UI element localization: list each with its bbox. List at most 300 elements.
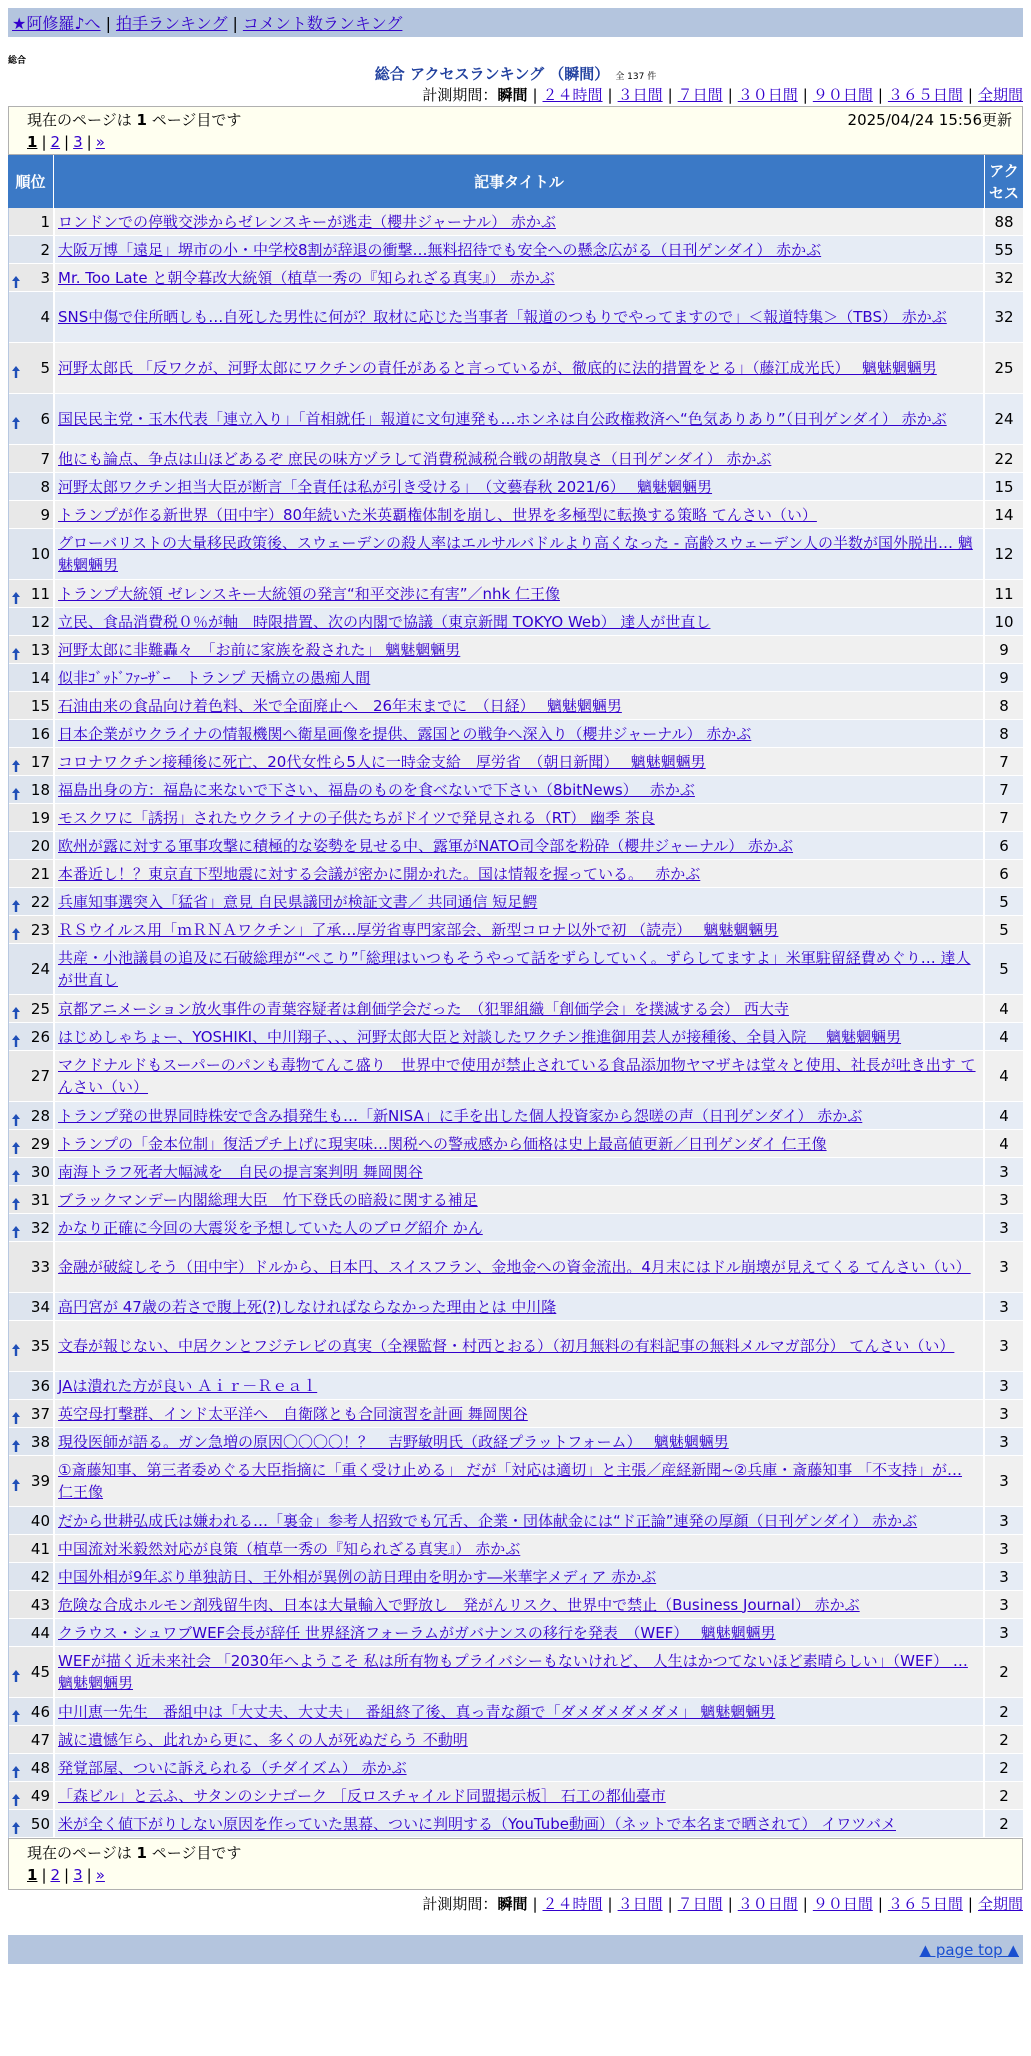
- pager-separator: |: [41, 133, 47, 151]
- table-row: [9, 1591, 1023, 1619]
- article-link[interactable]: 兵庫知事選突入「猛省」意見 自民県議団が検証文書／ 共同通信 短足鰐: [58, 892, 538, 911]
- title-cell: [55, 1158, 985, 1185]
- access-count: 3: [985, 1563, 1023, 1590]
- rank-cell: [9, 720, 55, 747]
- rank-cell: [9, 636, 55, 663]
- rank-cell: [9, 804, 55, 831]
- title-cell: [55, 692, 985, 719]
- rank-cell: [9, 1102, 55, 1129]
- title-cell: [55, 1591, 985, 1618]
- rank-number: 23: [30, 920, 50, 939]
- article-link[interactable]: 他にも論点、争点は山ほどあるぞ 庶民の味方ヅラして消費税減税合戦の胡散臭さ（日刊ゲンダイ） 赤かぶ: [58, 449, 772, 468]
- period-option-link[interactable]: ２４時間: [542, 86, 603, 104]
- period-option-link[interactable]: ３６５日間: [887, 86, 963, 104]
- table-row: [9, 748, 1023, 776]
- page-title-row: [8, 64, 1023, 84]
- article-link[interactable]: 欧州が露に対する軍事攻撃に積極的な姿勢を見せる中、露軍がNATO司令部を粉砕（櫻井ジャーナル） 赤かぶ: [58, 836, 794, 855]
- period-option-link[interactable]: ３日間: [617, 86, 663, 104]
- access-count: 2: [985, 1698, 1023, 1725]
- access-count: 3: [985, 1535, 1023, 1562]
- ranking-table-body: [8, 208, 1023, 1838]
- article-link[interactable]: クラウス・シュワブWEF会長が辞任 世界経済フォーラムがガバナンスの移行を発表 （WEF） 魑魅魍魎男: [58, 1623, 776, 1642]
- period-current: 瞬間: [497, 1895, 528, 1913]
- rank-up-icon: [12, 1706, 20, 1718]
- period-separator: |: [532, 1895, 538, 1913]
- period-option-link[interactable]: ９０日間: [812, 1895, 873, 1913]
- table-row: [9, 832, 1023, 860]
- table-header: [8, 155, 1023, 208]
- article-link[interactable]: 似非ｺﾞｯﾄﾞﾌｧｰｻﾞｰ トランプ 天橋立の愚痴人間: [58, 668, 371, 687]
- title-cell: [55, 343, 985, 393]
- access-count: 3: [985, 1242, 1023, 1292]
- rank-number: 3: [40, 268, 50, 287]
- article-link[interactable]: だから世耕弘成氏は嫌われる…「裏金」参考人招致でも冗舌、企業・団体献金には“ド正論”連発の厚顔（日刊ゲンダイ） 赤かぶ: [58, 1511, 918, 1530]
- period-separator: |: [877, 86, 883, 104]
- pager-separator: |: [41, 1866, 47, 1884]
- table-row: [9, 944, 1023, 995]
- pager-current: 1: [27, 1866, 38, 1884]
- rank-cell: [9, 608, 55, 635]
- article-link[interactable]: トランプ大統領 ゼレンスキー大統領の発言“和平交渉に有害”／nhk 仁王像: [58, 584, 560, 603]
- rank-up-icon: [12, 413, 20, 425]
- section-label: 総合: [8, 56, 27, 66]
- title-cell: [55, 916, 985, 943]
- rank-up-icon: [12, 1436, 20, 1448]
- article-link[interactable]: 中国外相が9年ぶり単独訪日、王外相が異例の訪日理由を明かす―米華字メディア 赤かぶ: [58, 1567, 657, 1586]
- rank-up-icon: [12, 896, 20, 908]
- access-count: 4: [985, 1130, 1023, 1157]
- nav-separator: |: [232, 14, 238, 33]
- article-link[interactable]: 誠に遺憾乍ら、此れから更に、多くの人が死ぬだらう 不動明: [58, 1730, 468, 1749]
- rank-up-icon: [12, 1408, 20, 1420]
- pager-page-link[interactable]: 2: [50, 1866, 61, 1884]
- title-cell: [55, 1130, 985, 1157]
- rank-number: 40: [30, 1511, 50, 1530]
- article-link[interactable]: トランプが作る新世界（田中宇）80年続いた米英覇権体制を崩し、世界を多極型に転換する策略 てんさい（い）: [58, 505, 817, 524]
- period-separator: |: [802, 1895, 808, 1913]
- access-count: 2: [985, 1782, 1023, 1809]
- title-cell: [55, 236, 985, 263]
- page-top-link[interactable]: ▲ page top ▲: [919, 1941, 1019, 1959]
- access-count: 5: [985, 944, 1023, 994]
- pager-separator: |: [86, 1866, 92, 1884]
- access-count: 3: [985, 1507, 1023, 1534]
- rank-cell: [9, 692, 55, 719]
- article-link[interactable]: 文春が報じない、中居クンとフジテレビの真実（全裸監督・村西とおる）（初月無料の有料記事の無料メルマガ部分） てんさい（い）: [58, 1337, 955, 1355]
- rank-number: 4: [40, 308, 50, 326]
- access-count: 3: [985, 1591, 1023, 1618]
- period-separator: |: [667, 86, 673, 104]
- rank-number: 6: [40, 410, 50, 428]
- article-link[interactable]: 京都アニメーション放火事件の青葉容疑者は創価学会だった （犯罪組織「創価学会」を撲滅する会） 西大寺: [58, 999, 789, 1018]
- article-link[interactable]: 高円宮が 47歳の若さで腹上死(?)しなければならなかった理由とは 中川隆: [58, 1297, 557, 1316]
- rank-number: 15: [30, 696, 50, 715]
- table-row: [9, 1810, 1023, 1838]
- access-count: 4: [985, 1051, 1023, 1101]
- rank-number: 46: [30, 1702, 50, 1721]
- access-count: 3: [985, 1619, 1023, 1646]
- table-row: [9, 1186, 1023, 1214]
- table-row: [9, 888, 1023, 916]
- period-option-link[interactable]: ７日間: [677, 86, 723, 104]
- article-link[interactable]: JAは潰れた方が良い Ａｉｒ－Ｒｅａｌ: [58, 1376, 318, 1395]
- pager-page-link[interactable]: 2: [50, 133, 61, 151]
- period-option-link[interactable]: ３日間: [617, 1895, 663, 1913]
- article-link[interactable]: SNS中傷で住所晒しも…自死した男性に何が？取材に応じた当事者「報道のつもりでやってますので」＜報道特集＞（TBS） 赤かぶ: [58, 308, 947, 326]
- access-count: 2: [985, 1647, 1023, 1697]
- rank-cell: [9, 529, 55, 579]
- article-link[interactable]: 共産・小池議員の追及に石破総理が“ぺこり”「総理はいつもそうやって話をずらしていく。ずらしてますよ」米軍駐留経費めぐり… 達人が世直し: [58, 949, 971, 989]
- pager-next-link[interactable]: »: [95, 1866, 105, 1884]
- rank-number: 12: [30, 612, 50, 631]
- rank-number: 28: [30, 1106, 50, 1125]
- article-link[interactable]: 米が全く値下がりしない原因を作っていた黒幕、ついに判明する（YouTube動画）（ネットで本名まで晒されて） イワツバメ: [58, 1814, 896, 1833]
- period-option-link[interactable]: ７日間: [677, 1895, 723, 1913]
- rank-cell: [9, 264, 55, 291]
- access-count: 3: [985, 1372, 1023, 1399]
- article-link[interactable]: かなり正確に今回の大震災を予想していた人のブログ紹介 かん: [58, 1218, 483, 1237]
- table-row: [9, 1321, 1023, 1372]
- rank-number: 9: [40, 505, 50, 524]
- article-link[interactable]: 日本企業がウクライナの情報機関へ衛星画像を提供、露国との戦争へ深入り（櫻井ジャーナル） 赤かぶ: [58, 724, 752, 743]
- rank-up-icon: [12, 588, 20, 600]
- table-row: [9, 1372, 1023, 1400]
- article-link[interactable]: 南海トラフ死者大幅減を 自民の提言案判明 舞岡関谷: [58, 1162, 423, 1181]
- table-row: [9, 501, 1023, 529]
- rank-number: 39: [30, 1472, 50, 1490]
- title-cell: [55, 1507, 985, 1534]
- period-option-link[interactable]: ２４時間: [542, 1895, 603, 1913]
- rank-number: 34: [30, 1297, 50, 1316]
- period-separator: |: [607, 1895, 613, 1913]
- rank-cell: [9, 445, 55, 472]
- rank-up-icon: [12, 1818, 20, 1830]
- access-count: 32: [985, 292, 1023, 342]
- access-count: 14: [985, 501, 1023, 528]
- rank-cell: [9, 832, 55, 859]
- rank-number: 2: [40, 240, 50, 259]
- rank-up-icon: [12, 1166, 20, 1178]
- table-row: [9, 860, 1023, 888]
- access-count: 7: [985, 776, 1023, 803]
- rank-cell: [9, 860, 55, 887]
- access-count: 15: [985, 473, 1023, 500]
- title-cell: [55, 995, 985, 1022]
- article-link[interactable]: 「森ビル」と云ふ、サタンのシナゴーク ［反ロスチャイルド同盟掲示板］ 石工の都仙臺市: [58, 1786, 666, 1805]
- article-link[interactable]: コロナワクチン接種後に死亡、20代女性ら5人に一時金支給 厚労省 （朝日新聞） 魑魅魍魎男: [58, 752, 706, 771]
- table-row: [9, 394, 1023, 445]
- title-cell: [55, 1698, 985, 1725]
- title-cell: [55, 1023, 985, 1050]
- article-link[interactable]: WEFが描く近未来社会 「2030年へようこそ 私は所有物もプライバシーもないけれど、 人生はかつてないほど素晴らしい」（WEF） … 魑魅魍魎男: [58, 1652, 968, 1692]
- rank-cell: [9, 292, 55, 342]
- title-cell: [55, 394, 985, 444]
- title-header: 記事タイトル: [54, 155, 985, 208]
- article-link[interactable]: 国民民主党・玉木代表「連立入り」「首相就任」報道に文句連発も…ホンネは自公政権救済へ“色気ありあり”（日刊ゲンダイ） 赤かぶ: [58, 410, 947, 428]
- rank-cell: [9, 1698, 55, 1725]
- pager-separator: |: [86, 133, 92, 151]
- rank-cell: [9, 1810, 55, 1837]
- period-separator: |: [967, 86, 973, 104]
- article-link[interactable]: 立民、食品消費税０％が軸 時限措置、次の内閣で協議（東京新聞 TOKYO Web） 達人が世直し: [58, 612, 711, 631]
- rank-up-icon: [12, 1222, 20, 1234]
- rank-number: 41: [30, 1539, 50, 1558]
- table-row: [9, 664, 1023, 692]
- table-row: [9, 1400, 1023, 1428]
- home-link[interactable]: ★阿修羅♪へ: [12, 14, 101, 33]
- article-link[interactable]: はじめしゃちょー、YOSHIKI、中川翔子、、、河野太郎大臣と対談したワクチン推進御用芸人が接種後、全員入院 魑魅魍魎男: [58, 1027, 902, 1046]
- rank-up-icon: [12, 644, 20, 656]
- title-cell: [55, 1782, 985, 1809]
- table-row: [9, 720, 1023, 748]
- rank-cell: [9, 1293, 55, 1320]
- rank-cell: [9, 473, 55, 500]
- period-separator: |: [802, 86, 808, 104]
- rank-cell: [9, 580, 55, 607]
- title-cell: [55, 1186, 985, 1213]
- period-label: 計測期間：: [422, 86, 498, 104]
- rank-number: 26: [30, 1027, 50, 1046]
- footer-bar: [8, 1935, 1023, 1964]
- rank-up-icon: [12, 1031, 20, 1043]
- period-label: 計測期間：: [422, 1895, 498, 1913]
- title-cell: [55, 445, 985, 472]
- access-count: 7: [985, 748, 1023, 775]
- title-cell: [55, 1214, 985, 1241]
- table-row: [9, 1293, 1023, 1321]
- period-separator: |: [532, 86, 538, 104]
- article-link[interactable]: 発覚部屋、ついに訴えられる（チダイズム） 赤かぶ: [58, 1758, 407, 1777]
- article-link[interactable]: 金融が破綻しそう（田中宇）ドルから、日本円、スイスフラン、金地金への資金流出。4月末にはドル崩壊が見えてくる てんさい（い）: [58, 1258, 971, 1276]
- rank-number: 8: [40, 477, 50, 496]
- rank-number: 16: [30, 724, 50, 743]
- access-count: 22: [985, 445, 1023, 472]
- rank-up-icon: [12, 1138, 20, 1150]
- rank-cell: [9, 1186, 55, 1213]
- access-count: 3: [985, 1293, 1023, 1320]
- rank-number: 30: [30, 1162, 50, 1181]
- article-link[interactable]: 福島出身の方：福島に来ないで下さい、福島のものを食べないで下さい（8bitNews） 赤かぶ: [58, 780, 695, 799]
- table-row: [9, 1754, 1023, 1782]
- rank-number: 35: [30, 1337, 50, 1355]
- pager-bottom: [27, 1864, 1012, 1886]
- rank-cell: [9, 394, 55, 444]
- table-row: [9, 236, 1023, 264]
- rank-number: 18: [30, 780, 50, 799]
- article-link[interactable]: 石油由来の食品向け着色料、米で全面廃止へ 26年末までに （日経） 魑魅魍魎男: [58, 696, 622, 715]
- rank-number: 22: [30, 892, 50, 911]
- article-link[interactable]: 中川恵一先生 番組中は「大丈夫、大丈夫」 番組終了後、真っ青な顔で「ダメダメダメダメ」 魑魅魍魎男: [58, 1702, 776, 1721]
- period-separator: |: [607, 86, 613, 104]
- rank-number: 50: [30, 1814, 50, 1833]
- title-cell: [55, 776, 985, 803]
- title-cell: [55, 608, 985, 635]
- title-cell: [55, 1754, 985, 1781]
- table-row: [9, 473, 1023, 501]
- rank-cell: [9, 888, 55, 915]
- article-link[interactable]: 河野太郎に非難轟々 「お前に家族を殺された」 魑魅魍魎男: [58, 640, 461, 659]
- access-count: 88: [985, 208, 1023, 235]
- rank-number: 29: [30, 1134, 50, 1153]
- rank-number: 42: [30, 1567, 50, 1586]
- article-link[interactable]: トランプの「金本位制」復活プチ上げに現実味…関税への警戒感から価格は史上最高値更新／日刊ゲンダイ 仁王像: [58, 1134, 827, 1153]
- rank-number: 21: [30, 864, 50, 883]
- pager-next-link[interactable]: »: [95, 133, 105, 151]
- access-count: 24: [985, 394, 1023, 444]
- article-link[interactable]: ①斎藤知事、第三者委めぐる大臣指摘に「重く受け止める」 だが「対応は適切」と主張／産経新聞~②兵庫・斎藤知事 「不支持」が… 仁王像: [58, 1461, 963, 1501]
- rank-cell: [9, 1242, 55, 1292]
- rank-cell: [9, 1428, 55, 1455]
- period-option-link[interactable]: ３０日間: [737, 1895, 798, 1913]
- period-option-link[interactable]: ３６５日間: [887, 1895, 963, 1913]
- rank-cell: [9, 1619, 55, 1646]
- article-link[interactable]: ブラックマンデー内閣総理大臣 竹下登氏の暗殺に関する補足: [58, 1190, 478, 1209]
- title-cell: [55, 1321, 985, 1371]
- access-count: 10: [985, 608, 1023, 635]
- access-count: 32: [985, 264, 1023, 291]
- article-link[interactable]: 河野太郎ワクチン担当大臣が断言「全責任は私が引き受ける」 （文藝春秋 2021/6） 魑魅魍魎男: [58, 477, 713, 496]
- rank-number: 7: [40, 449, 50, 468]
- rank-number: 20: [30, 836, 50, 855]
- table-row: [9, 292, 1023, 343]
- period-separator: |: [877, 1895, 883, 1913]
- article-link[interactable]: 現役医師が語る。ガン急増の原因〇〇〇〇！？ 吉野敏明氏（政経プラットフォーム） 魑魅魍魎男: [58, 1432, 729, 1451]
- rank-cell: [9, 236, 55, 263]
- access-count: 9: [985, 664, 1023, 691]
- table-row: [9, 1214, 1023, 1242]
- comment-ranking-link[interactable]: コメント数ランキング: [242, 14, 403, 33]
- title-cell: [55, 1051, 985, 1101]
- article-link[interactable]: 英空母打撃群、インド太平洋へ 自衛隊とも合同演習を計画 舞岡関谷: [58, 1404, 528, 1423]
- rank-cell: [9, 1507, 55, 1534]
- article-link[interactable]: トランプ発の世界同時株安で含み損発生も…「新NISA」に手を出した個人投資家から怨嗟の声（日刊ゲンダイ） 赤かぶ: [58, 1106, 863, 1125]
- period-option-link[interactable]: ９０日間: [812, 86, 873, 104]
- rank-up-icon: [12, 784, 20, 796]
- period-separator: |: [727, 1895, 733, 1913]
- access-count: 5: [985, 916, 1023, 943]
- rank-cell: [9, 1563, 55, 1590]
- rank-number: 31: [30, 1190, 50, 1209]
- rank-cell: [9, 1591, 55, 1618]
- access-count: 3: [985, 1158, 1023, 1185]
- access-count: 2: [985, 1810, 1023, 1837]
- rank-cell: [9, 1754, 55, 1781]
- rank-up-icon: [12, 756, 20, 768]
- rank-cell: [9, 1400, 55, 1427]
- period-option-link[interactable]: 全期間: [977, 86, 1023, 104]
- access-count: 2: [985, 1754, 1023, 1781]
- access-count: 8: [985, 720, 1023, 747]
- clap-ranking-link[interactable]: 拍手ランキング: [115, 14, 228, 33]
- access-count: 7: [985, 804, 1023, 831]
- table-row: [9, 1535, 1023, 1563]
- table-row: [9, 580, 1023, 608]
- title-cell: [55, 888, 985, 915]
- rank-number: 1: [40, 212, 50, 231]
- table-row: [9, 1507, 1023, 1535]
- table-row: [9, 445, 1023, 473]
- title-cell: [55, 529, 985, 579]
- rank-number: 13: [30, 640, 50, 659]
- article-link[interactable]: モスクワに「誘拐」されたウクライナの子供たちがドイツで発見される（RT） 幽季 茶良: [58, 808, 655, 827]
- table-row: [9, 208, 1023, 236]
- rank-number: 19: [30, 808, 50, 827]
- period-option-link[interactable]: ３０日間: [737, 86, 798, 104]
- rank-number: 36: [30, 1376, 50, 1395]
- rank-up-icon: [12, 1790, 20, 1802]
- access-count: 3: [985, 1214, 1023, 1241]
- rank-cell: [9, 1647, 55, 1697]
- rank-number: 14: [30, 668, 50, 687]
- pager-page-link[interactable]: 3: [73, 133, 83, 151]
- rank-cell: [9, 343, 55, 393]
- page-wrapper: [8, 8, 1023, 1964]
- pager-top: [27, 131, 1012, 153]
- table-row: [9, 776, 1023, 804]
- rank-up-icon: [12, 1762, 20, 1774]
- article-link[interactable]: 中国流対米毅然対応が良策（植草一秀の『知られざる真実』） 赤かぶ: [58, 1539, 521, 1558]
- table-row: [9, 1647, 1023, 1698]
- title-cell: [55, 1563, 985, 1590]
- access-count: 6: [985, 832, 1023, 859]
- access-count: 9: [985, 636, 1023, 663]
- article-link[interactable]: 危険な合成ホルモン剤残留牛肉、日本は大量輸入で野放し 発がんリスク、世界中で禁止（Business Journal） 赤かぶ: [58, 1595, 860, 1614]
- rank-cell: [9, 1023, 55, 1050]
- period-option-link[interactable]: 全期間: [977, 1895, 1023, 1913]
- title-cell: [55, 264, 985, 291]
- title-cell: [55, 1242, 985, 1292]
- rank-cell: [9, 776, 55, 803]
- article-link[interactable]: ロンドンでの停戦交渉からゼレンスキーが逃走（櫻井ジャーナル） 赤かぶ: [58, 212, 556, 231]
- rank-number: 38: [30, 1432, 50, 1451]
- period-selector-bottom: [8, 1893, 1023, 1915]
- access-count: 4: [985, 1023, 1023, 1050]
- article-link[interactable]: マクドナルドもスーパーのパンも毒物てんこ盛り 世界中で使用が禁止されている食品添加物ヤマザキは堂々と使用、社長が吐き出す てんさい（い）: [58, 1056, 976, 1096]
- access-count: 3: [985, 1186, 1023, 1213]
- article-link[interactable]: 河野太郎氏 「反ワクが、河野太郎にワクチンの責任があると言っているが、徹底的に法的措置をとる」（藤江成光氏） 魑魅魍魎男: [58, 359, 937, 377]
- article-link[interactable]: グローバリストの大量移民政策後、スウェーデンの殺人率はエルサルバドルより高くなった - 高齢スウェーデン人の半数が国外脱出… 魑魅魍魎男: [58, 534, 973, 574]
- article-link[interactable]: ＲＳウイルス用「ｍＲＮＡワクチン」了承…厚労省専門家部会、新型コロナ以外で初 （読売） 魑魅魍魎男: [58, 920, 779, 939]
- access-count: 55: [985, 236, 1023, 263]
- rank-number: 44: [30, 1623, 50, 1642]
- article-link[interactable]: 本番近し！？東京直下型地震に対する会議が密かに開かれた。国は情報を握っている。 赤かぶ: [58, 864, 701, 883]
- pager-page-link[interactable]: 3: [73, 1866, 83, 1884]
- access-count: 25: [985, 343, 1023, 393]
- rank-up-icon: [12, 1475, 20, 1487]
- table-row: [9, 1726, 1023, 1754]
- table-row: [9, 264, 1023, 292]
- period-separator: |: [967, 1895, 973, 1913]
- table-row: [9, 1698, 1023, 1726]
- rank-number: 47: [30, 1730, 50, 1749]
- access-count: 3: [985, 1428, 1023, 1455]
- table-row: [9, 1130, 1023, 1158]
- article-link[interactable]: 大阪万博「遠足」堺市の小・中学校8割が辞退の衝撃…無料招待でも安全への懸念広がる（日刊ゲンダイ） 赤かぶ: [58, 240, 822, 259]
- rank-number: 32: [30, 1218, 50, 1237]
- rank-number: 11: [30, 584, 50, 603]
- title-cell: [55, 1647, 985, 1697]
- access-count: 5: [985, 888, 1023, 915]
- rank-cell: [9, 664, 55, 691]
- rank-up-icon: [12, 272, 20, 284]
- table-row: [9, 1619, 1023, 1647]
- current-page-text-bottom: 現在のページは 1 ページ目です: [27, 1844, 242, 1862]
- page-info-box-top: [8, 106, 1023, 155]
- table-row: [9, 636, 1023, 664]
- rank-cell: [9, 1782, 55, 1809]
- article-link[interactable]: Mr. Too Late と朝令暮改大統領（植草一秀の『知られざる真実』） 赤かぶ: [58, 268, 555, 287]
- table-row: [9, 1782, 1023, 1810]
